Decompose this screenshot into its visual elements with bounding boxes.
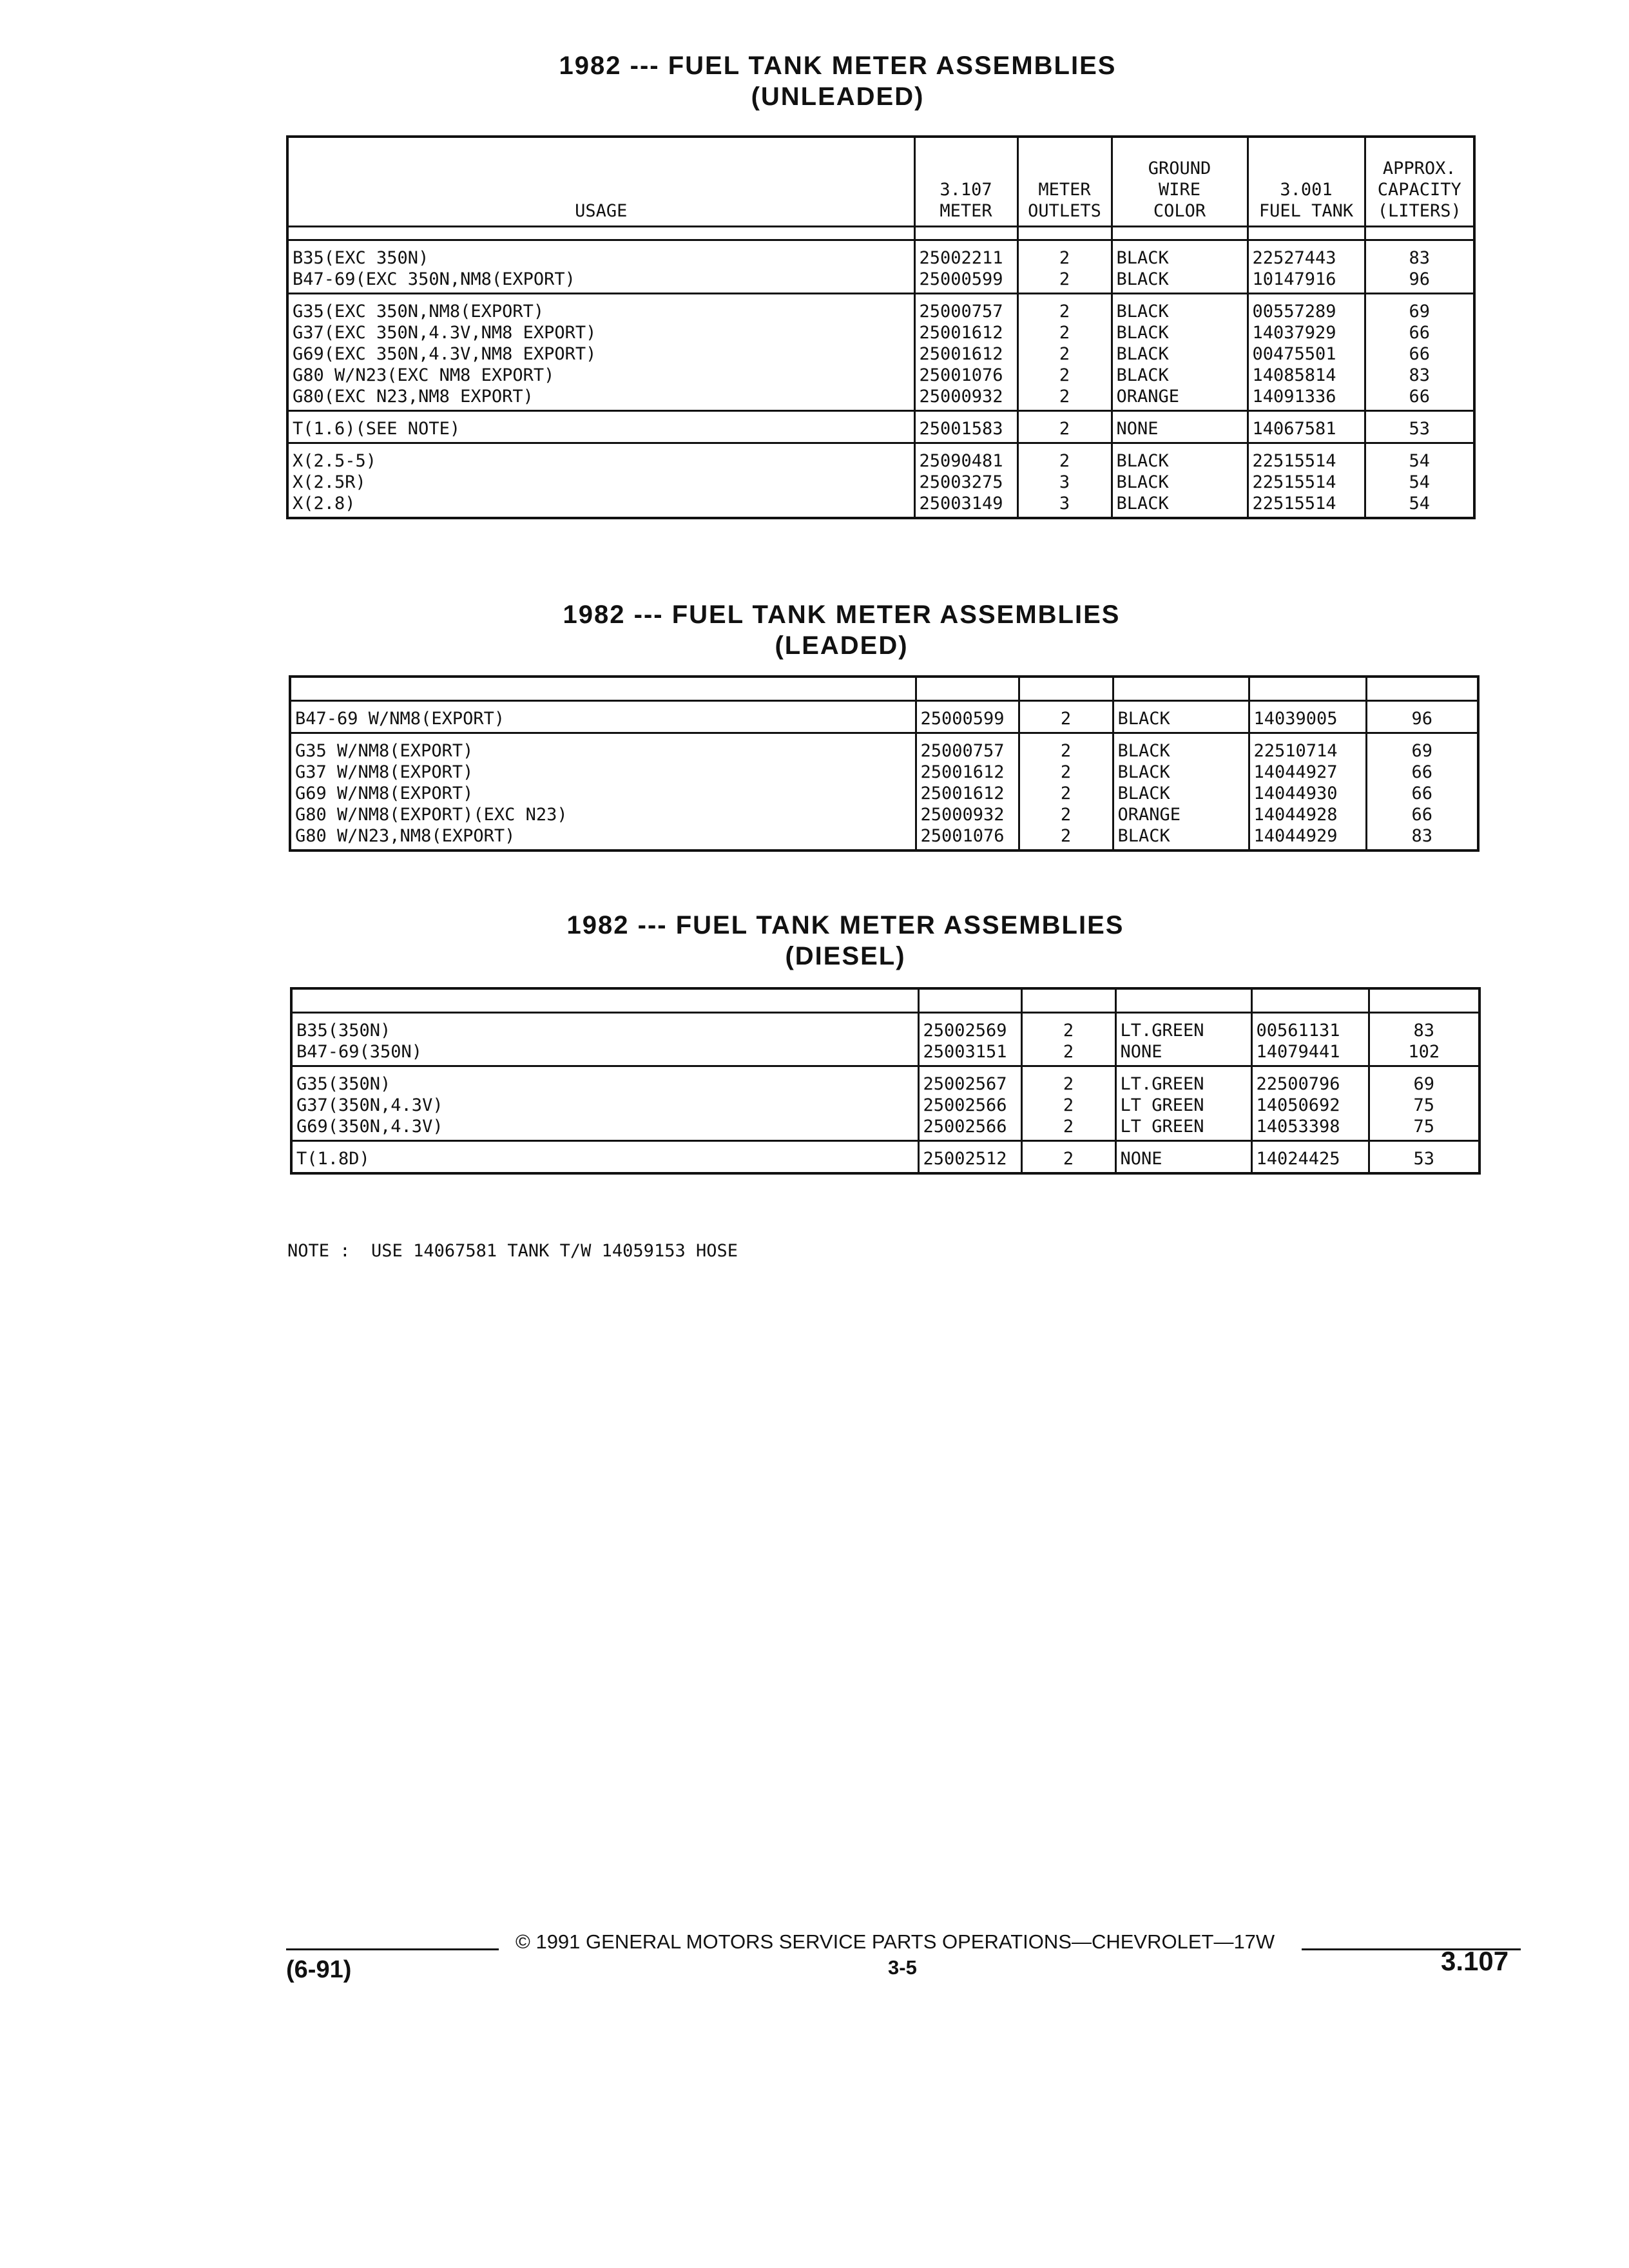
capacity-liters-column xyxy=(1365,411,1474,443)
meter-outlets-column xyxy=(1017,411,1112,443)
wire-color: BLACK xyxy=(1116,365,1169,385)
header-wire-color: GROUND WIRE COLOR xyxy=(1112,137,1248,227)
meter-outlets: 2 xyxy=(1063,1042,1074,1062)
capacity-liters: 66 xyxy=(1409,323,1430,343)
section-title-diesel xyxy=(394,910,1296,972)
footer-page-number: 3-5 xyxy=(888,1956,917,1979)
diesel-table xyxy=(290,987,1481,1175)
capacity-liters: 66 xyxy=(1411,783,1432,803)
fuel-tank-part-number: 22510714 xyxy=(1253,741,1338,761)
capacity-liters: 96 xyxy=(1409,269,1430,289)
usage-cell: G69(350N,4.3V) xyxy=(296,1117,443,1137)
usage-cell-column xyxy=(287,294,914,411)
fuel-tank-part-number-column xyxy=(1251,1066,1369,1141)
capacity-liters: 83 xyxy=(1411,826,1432,846)
footer-section-number: 3.107 xyxy=(1441,1946,1509,1976)
usage-cell: G69(EXC 350N,4.3V,NM8 EXPORT) xyxy=(293,344,597,364)
usage-cell-column xyxy=(287,443,914,519)
header-row xyxy=(287,137,1474,227)
row-group xyxy=(290,733,1478,851)
usage-cell: G69 W/NM8(EXPORT) xyxy=(295,783,474,803)
meter-part-number: 25002569 xyxy=(923,1021,1007,1041)
usage-cell: B35(EXC 350N) xyxy=(293,248,429,268)
capacity-liters-column xyxy=(1369,1013,1480,1066)
usage-cell: G37 W/NM8(EXPORT) xyxy=(295,762,474,782)
fuel-tank-part-number: 14085814 xyxy=(1252,365,1336,385)
footer-copyright: © 1991 GENERAL MOTORS SERVICE PARTS OPERATIONS—CHEVROLET—17W xyxy=(516,1930,1275,1953)
header-meter: 3.107 METER xyxy=(914,137,1017,227)
wire-color: BLACK xyxy=(1116,451,1169,471)
capacity-liters-column xyxy=(1365,294,1474,411)
meter-outlets: 2 xyxy=(1059,365,1070,385)
header-fuel-tank: 3.001 FUEL TANK xyxy=(1248,137,1365,227)
meter-outlets: 2 xyxy=(1060,709,1072,729)
usage-cell: X(2.5-5) xyxy=(293,451,377,471)
row-group xyxy=(287,411,1474,443)
meter-part-number: 25003151 xyxy=(923,1042,1007,1062)
row-group xyxy=(287,443,1474,519)
fuel-tank-part-number-column xyxy=(1249,733,1366,851)
wire-color: ORANGE xyxy=(1116,387,1180,407)
capacity-liters: 102 xyxy=(1408,1042,1440,1062)
section-title-unleaded xyxy=(387,50,1289,112)
wire-color-column xyxy=(1112,294,1248,411)
wire-color: ORANGE xyxy=(1117,805,1181,825)
meter-outlets-column xyxy=(1019,701,1113,733)
wire-color: BLACK xyxy=(1116,248,1169,268)
fuel-tank-part-number: 00561131 xyxy=(1256,1021,1340,1041)
fuel-tank-part-number: 14039005 xyxy=(1253,709,1338,729)
meter-outlets: 2 xyxy=(1059,248,1070,268)
meter-part-number: 25001583 xyxy=(919,419,1003,439)
wire-color: NONE xyxy=(1120,1042,1162,1062)
meter-part-number: 25000932 xyxy=(920,805,1005,825)
wire-color-column xyxy=(1113,733,1249,851)
meter-outlets: 2 xyxy=(1060,762,1072,782)
wire-color-column xyxy=(1115,1141,1251,1174)
meter-part-number: 25001612 xyxy=(920,762,1005,782)
capacity-liters: 54 xyxy=(1409,494,1430,514)
meter-outlets: 2 xyxy=(1059,302,1070,322)
meter-outlets: 2 xyxy=(1059,269,1070,289)
fuel-tank-part-number: 22515514 xyxy=(1252,451,1336,471)
capacity-liters-column xyxy=(1365,443,1474,519)
footer-date: (6-91) xyxy=(286,1956,352,1983)
wire-color-column xyxy=(1112,240,1248,294)
wire-color: BLACK xyxy=(1116,472,1169,492)
fuel-tank-part-number: 14044928 xyxy=(1253,805,1338,825)
fuel-tank-part-number: 14067581 xyxy=(1252,419,1336,439)
wire-color: BLACK xyxy=(1116,302,1169,322)
usage-cell-column xyxy=(287,411,914,443)
meter-outlets: 3 xyxy=(1059,494,1070,514)
fuel-tank-part-number: 14044930 xyxy=(1253,783,1338,803)
usage-cell: G80 W/N23(EXC NM8 EXPORT) xyxy=(293,365,555,385)
wire-color-column xyxy=(1115,1013,1251,1066)
meter-part-number: 25001612 xyxy=(920,783,1005,803)
meter-outlets: 3 xyxy=(1059,472,1070,492)
usage-cell: B47-69 W/NM8(EXPORT) xyxy=(295,709,505,729)
meter-part-number: 25003149 xyxy=(919,494,1003,514)
usage-cell-column xyxy=(290,733,916,851)
capacity-liters: 66 xyxy=(1409,387,1430,407)
header-outlets: METER OUTLETS xyxy=(1017,137,1112,227)
wire-color: BLACK xyxy=(1116,494,1169,514)
wire-color: LT GREEN xyxy=(1120,1117,1204,1137)
meter-part-number: 25090481 xyxy=(919,451,1003,471)
usage-cell: T(1.6)(SEE NOTE) xyxy=(293,419,461,439)
meter-part-number-column xyxy=(916,733,1019,851)
meter-outlets: 2 xyxy=(1063,1149,1074,1169)
fuel-tank-part-number-column xyxy=(1251,1141,1369,1174)
meter-outlets: 2 xyxy=(1060,783,1072,803)
meter-part-number-column xyxy=(918,1066,1021,1141)
fuel-tank-part-number: 14037929 xyxy=(1252,323,1336,343)
wire-color-column xyxy=(1115,1066,1251,1141)
meter-part-number-column xyxy=(914,411,1017,443)
meter-outlets: 2 xyxy=(1060,741,1072,761)
row-group xyxy=(290,701,1478,733)
meter-part-number-column xyxy=(914,294,1017,411)
capacity-liters: 96 xyxy=(1411,709,1432,729)
wire-color: BLACK xyxy=(1117,826,1170,846)
section-title: 1982 --- FUEL TANK METER ASSEMBLIES xyxy=(566,911,1124,939)
meter-part-number: 25001076 xyxy=(920,826,1005,846)
fuel-tank-part-number-column xyxy=(1248,443,1365,519)
usage-cell: B47-69(EXC 350N,NM8(EXPORT) xyxy=(293,269,575,289)
capacity-liters: 83 xyxy=(1413,1021,1434,1041)
meter-outlets: 2 xyxy=(1060,805,1072,825)
usage-cell: G37(350N,4.3V) xyxy=(296,1095,443,1115)
meter-part-number-column xyxy=(918,1013,1021,1066)
capacity-liters: 83 xyxy=(1409,365,1430,385)
header-usage: USAGE xyxy=(287,137,914,227)
meter-outlets: 2 xyxy=(1059,419,1070,439)
wire-color: BLACK xyxy=(1117,741,1170,761)
meter-part-number: 25000599 xyxy=(920,709,1005,729)
fuel-tank-part-number: 22527443 xyxy=(1252,248,1336,268)
unleaded-table xyxy=(286,135,1476,519)
usage-cell: G80 W/N23,NM8(EXPORT) xyxy=(295,826,516,846)
capacity-liters-column xyxy=(1366,733,1478,851)
wire-color: NONE xyxy=(1116,419,1159,439)
section-title: 1982 --- FUEL TANK METER ASSEMBLIES xyxy=(563,601,1121,629)
capacity-liters: 83 xyxy=(1409,248,1430,268)
capacity-liters-column xyxy=(1366,701,1478,733)
meter-outlets-column xyxy=(1019,733,1113,851)
meter-part-number: 25000599 xyxy=(919,269,1003,289)
meter-part-number-column xyxy=(914,443,1017,519)
capacity-liters: 66 xyxy=(1409,344,1430,364)
meter-outlets-column xyxy=(1021,1066,1115,1141)
meter-outlets-column xyxy=(1017,294,1112,411)
meter-part-number: 25000757 xyxy=(920,741,1005,761)
meter-part-number-column xyxy=(914,240,1017,294)
fuel-tank-part-number-column xyxy=(1248,294,1365,411)
meter-part-number-column xyxy=(916,701,1019,733)
meter-outlets-column xyxy=(1017,443,1112,519)
capacity-liters: 66 xyxy=(1411,762,1432,782)
fuel-tank-part-number: 14079441 xyxy=(1256,1042,1340,1062)
usage-cell-column xyxy=(287,240,914,294)
meter-part-number: 25002512 xyxy=(923,1149,1007,1169)
fuel-tank-part-number-column xyxy=(1248,411,1365,443)
meter-part-number: 25001076 xyxy=(919,365,1003,385)
fuel-tank-part-number: 10147916 xyxy=(1252,269,1336,289)
section-subtitle: (UNLEADED) xyxy=(751,82,925,111)
capacity-liters: 54 xyxy=(1409,451,1430,471)
capacity-liters: 54 xyxy=(1409,472,1430,492)
meter-part-number: 25000932 xyxy=(919,387,1003,407)
meter-outlets-column xyxy=(1017,240,1112,294)
meter-part-number: 25002566 xyxy=(923,1095,1007,1115)
meter-part-number: 25002211 xyxy=(919,248,1003,268)
wire-color: NONE xyxy=(1120,1149,1162,1169)
meter-outlets: 2 xyxy=(1059,451,1070,471)
fuel-tank-part-number: 22515514 xyxy=(1252,472,1336,492)
usage-cell: T(1.8D) xyxy=(296,1149,370,1169)
capacity-liters: 69 xyxy=(1409,302,1430,322)
header-capacity: APPROX. CAPACITY (LITERS) xyxy=(1365,137,1474,227)
fuel-tank-part-number: 22515514 xyxy=(1252,494,1336,514)
meter-outlets-column xyxy=(1021,1013,1115,1066)
meter-part-number-column xyxy=(918,1141,1021,1174)
fuel-tank-part-number: 14044927 xyxy=(1253,762,1338,782)
usage-cell: G37(EXC 350N,4.3V,NM8 EXPORT) xyxy=(293,323,597,343)
meter-outlets: 2 xyxy=(1059,344,1070,364)
wire-color-column xyxy=(1112,443,1248,519)
fuel-tank-part-number: 14024425 xyxy=(1256,1149,1340,1169)
meter-part-number: 25001612 xyxy=(919,323,1003,343)
section-title-leaded xyxy=(390,599,1293,661)
row-group xyxy=(291,1141,1480,1174)
meter-outlets: 2 xyxy=(1060,826,1072,846)
wire-color: BLACK xyxy=(1116,344,1169,364)
row-group xyxy=(291,1013,1480,1066)
capacity-liters: 69 xyxy=(1413,1074,1434,1094)
meter-outlets: 2 xyxy=(1063,1117,1074,1137)
wire-color-column xyxy=(1113,701,1249,733)
usage-cell-column xyxy=(291,1066,918,1141)
fuel-tank-part-number: 14050692 xyxy=(1256,1095,1340,1115)
capacity-liters-column xyxy=(1369,1141,1480,1174)
capacity-liters: 53 xyxy=(1409,419,1430,439)
meter-part-number: 25000757 xyxy=(919,302,1003,322)
fuel-tank-part-number: 22500796 xyxy=(1256,1074,1340,1094)
usage-cell-column xyxy=(290,701,916,733)
capacity-liters: 69 xyxy=(1411,741,1432,761)
fuel-tank-part-number-column xyxy=(1249,701,1366,733)
meter-part-number: 25003275 xyxy=(919,472,1003,492)
capacity-liters: 66 xyxy=(1411,805,1432,825)
wire-color: LT.GREEN xyxy=(1120,1074,1204,1094)
wire-color: LT.GREEN xyxy=(1120,1021,1204,1041)
row-group xyxy=(287,240,1474,294)
usage-cell: G80(EXC N23,NM8 EXPORT) xyxy=(293,387,534,407)
fuel-tank-part-number: 00475501 xyxy=(1252,344,1336,364)
usage-cell: B35(350N) xyxy=(296,1021,391,1041)
wire-color: BLACK xyxy=(1117,783,1170,803)
usage-cell: G80 W/NM8(EXPORT)(EXC N23) xyxy=(295,805,568,825)
row-group xyxy=(291,1066,1480,1141)
wire-color: BLACK xyxy=(1116,269,1169,289)
meter-outlets-column xyxy=(1021,1141,1115,1174)
capacity-liters: 75 xyxy=(1413,1095,1434,1115)
usage-cell: X(2.5R) xyxy=(293,472,366,492)
wire-color: BLACK xyxy=(1117,709,1170,729)
fuel-tank-part-number-column xyxy=(1248,240,1365,294)
wire-color: LT GREEN xyxy=(1120,1095,1204,1115)
note-text: NOTE : USE 14067581 TANK T/W 14059153 HOSE xyxy=(287,1241,738,1261)
capacity-liters-column xyxy=(1365,240,1474,294)
meter-outlets: 2 xyxy=(1059,387,1070,407)
usage-cell: G35(350N) xyxy=(296,1074,391,1094)
section-subtitle: (LEADED) xyxy=(775,631,909,660)
meter-part-number: 25002566 xyxy=(923,1117,1007,1137)
usage-cell: B47-69(350N) xyxy=(296,1042,423,1062)
fuel-tank-part-number-column xyxy=(1251,1013,1369,1066)
usage-cell: G35 W/NM8(EXPORT) xyxy=(295,741,474,761)
footer-rule-left xyxy=(286,1948,499,1950)
meter-outlets: 2 xyxy=(1063,1021,1074,1041)
meter-part-number: 25002567 xyxy=(923,1074,1007,1094)
meter-outlets: 2 xyxy=(1059,323,1070,343)
capacity-liters-column xyxy=(1369,1066,1480,1141)
meter-part-number: 25001612 xyxy=(919,344,1003,364)
row-group xyxy=(287,294,1474,411)
usage-cell: X(2.8) xyxy=(293,494,356,514)
capacity-liters: 53 xyxy=(1413,1149,1434,1169)
wire-color: BLACK xyxy=(1117,762,1170,782)
capacity-liters: 75 xyxy=(1413,1117,1434,1137)
leaded-table xyxy=(289,675,1480,852)
meter-outlets: 2 xyxy=(1063,1074,1074,1094)
wire-color: BLACK xyxy=(1116,323,1169,343)
usage-cell-column xyxy=(291,1013,918,1066)
section-subtitle: (DIESEL) xyxy=(785,942,906,970)
section-title: 1982 --- FUEL TANK METER ASSEMBLIES xyxy=(559,52,1117,80)
wire-color-column xyxy=(1112,411,1248,443)
fuel-tank-part-number: 00557289 xyxy=(1252,302,1336,322)
usage-cell-column xyxy=(291,1141,918,1174)
fuel-tank-part-number: 14091336 xyxy=(1252,387,1336,407)
meter-outlets: 2 xyxy=(1063,1095,1074,1115)
fuel-tank-part-number: 14044929 xyxy=(1253,826,1338,846)
usage-cell: G35(EXC 350N,NM8(EXPORT) xyxy=(293,302,545,322)
fuel-tank-part-number: 14053398 xyxy=(1256,1117,1340,1137)
